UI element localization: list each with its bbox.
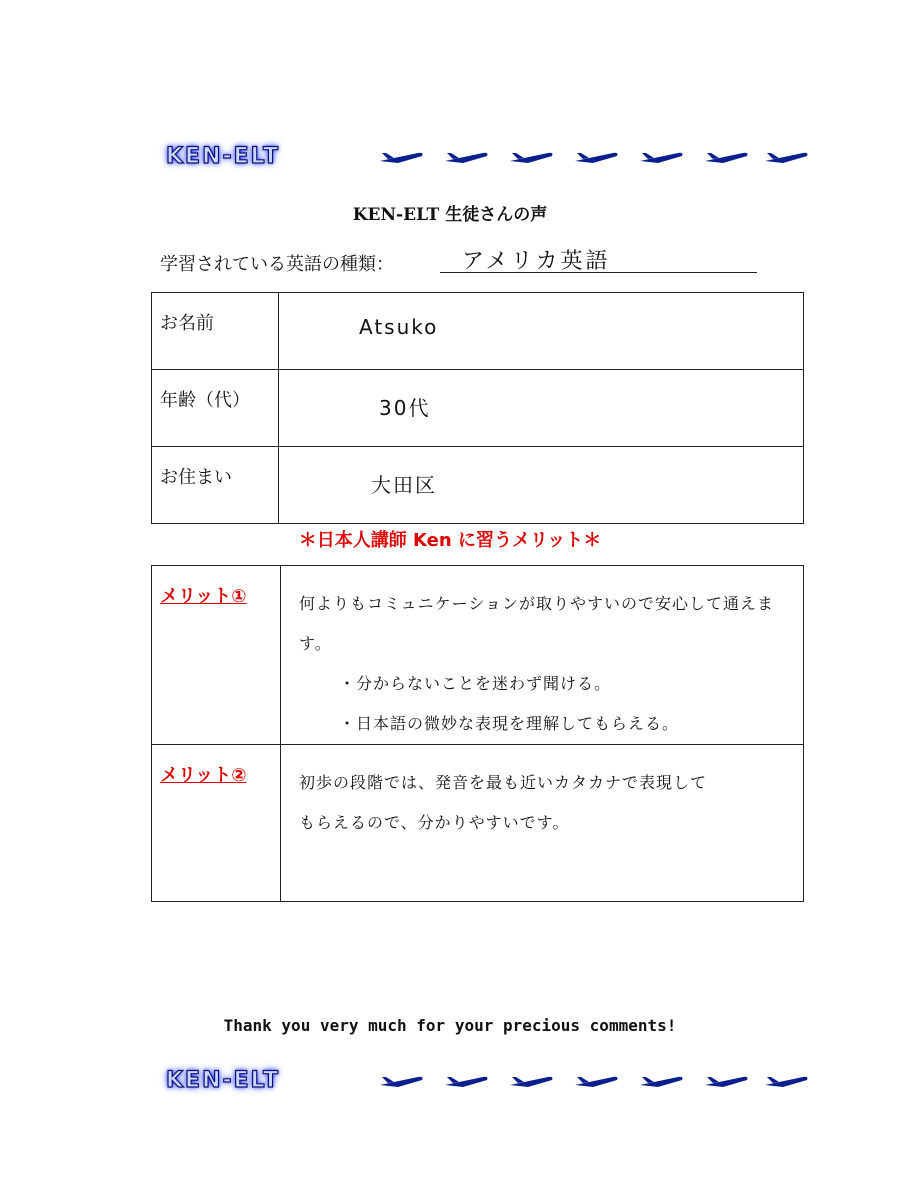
english-type-label: 学習されている英語の種類： bbox=[160, 254, 394, 275]
airplane-icon bbox=[508, 149, 554, 165]
airplane-icon bbox=[443, 1073, 489, 1089]
age-label: 年齢（代） bbox=[152, 370, 279, 447]
airplane-icon bbox=[508, 1073, 554, 1089]
airplane-icon bbox=[378, 149, 424, 165]
airplane-icon bbox=[703, 149, 749, 165]
merit-2-text bbox=[281, 745, 804, 902]
airplane-icon bbox=[573, 149, 619, 165]
merit-line: 何よりもコミュニケーションが取りやすいので安心して通えます。 bbox=[299, 594, 775, 653]
airplane-icon bbox=[378, 1073, 424, 1089]
name-value: Atsuko bbox=[279, 293, 804, 370]
ken-elt-logo: KEN-ELT bbox=[166, 1068, 281, 1093]
name-label: お名前 bbox=[152, 293, 279, 370]
english-type-value: アメリカ英語 bbox=[440, 244, 757, 273]
table-row bbox=[152, 566, 804, 745]
residence-label: お住まい bbox=[152, 447, 279, 524]
merit-line: ・分からないことを迷わず聞ける。 bbox=[339, 674, 612, 693]
ken-elt-logo: KEN-ELT bbox=[166, 144, 281, 169]
age-value: 30代 bbox=[279, 370, 804, 447]
table-row bbox=[152, 293, 804, 370]
residence-value: 大田区 bbox=[279, 447, 804, 524]
airplane-icon bbox=[638, 149, 684, 165]
merit-line: もらえるので、分かりやすいです。 bbox=[299, 813, 570, 832]
table-row bbox=[152, 745, 804, 902]
merit-table bbox=[151, 565, 804, 902]
merit-2-label: メリット② bbox=[152, 745, 281, 902]
merit-line: 初歩の段階では、発音を最も近いカタカナで表現して bbox=[299, 773, 708, 792]
merit-title: ＊日本人講師 Ken に習うメリット＊ bbox=[298, 530, 602, 551]
airplane-icon bbox=[443, 149, 489, 165]
table-row bbox=[152, 447, 804, 524]
info-table bbox=[151, 292, 804, 524]
page-title: KEN-ELT 生徒さんの声 bbox=[352, 205, 548, 225]
merit-line: ・日本語の微妙な表現を理解してもらえる。 bbox=[339, 714, 680, 733]
top-banner bbox=[160, 143, 810, 173]
airplane-icon bbox=[763, 1073, 809, 1089]
airplane-icon bbox=[763, 149, 809, 165]
airplane-icon bbox=[703, 1073, 749, 1089]
table-row bbox=[152, 370, 804, 447]
airplane-icon bbox=[638, 1073, 684, 1089]
merit-1-text bbox=[281, 566, 804, 745]
merit-1-label: メリット① bbox=[152, 566, 281, 745]
bottom-banner bbox=[160, 1067, 810, 1097]
thanks-message: Thank you very much for your precious comments! bbox=[223, 1016, 677, 1035]
airplane-icon bbox=[573, 1073, 619, 1089]
